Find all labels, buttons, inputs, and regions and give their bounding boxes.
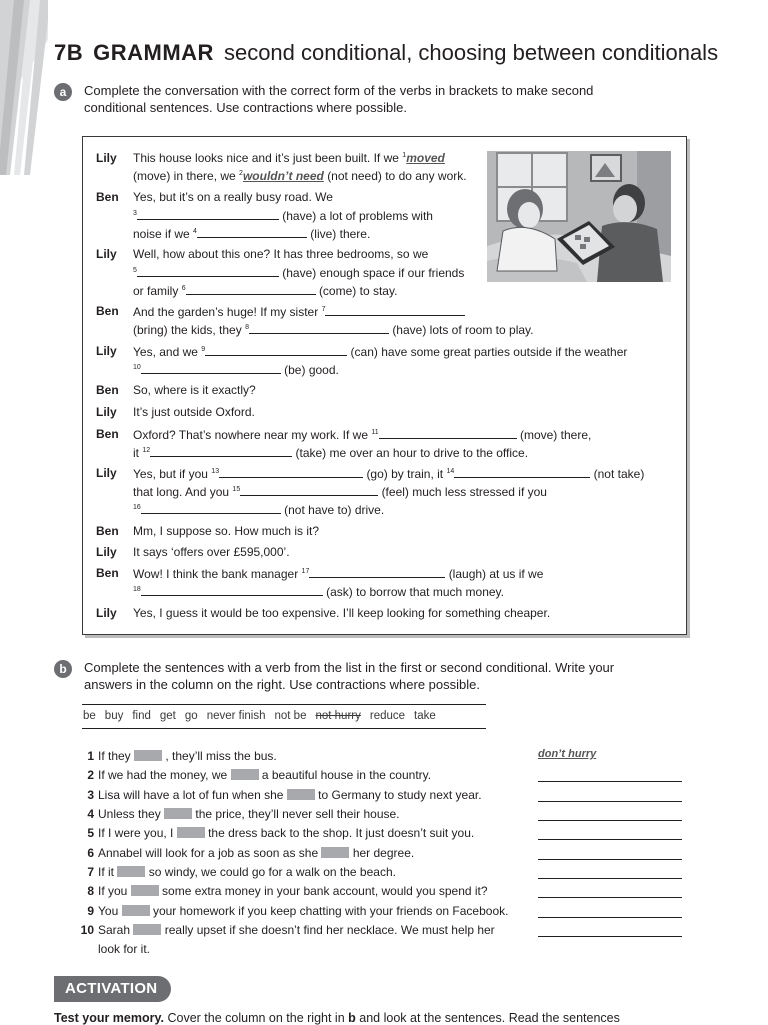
answer-blank[interactable] bbox=[150, 445, 292, 457]
section-b-instruction: Complete the sentences with a verb from the list in the first or second conditional. Write your answers in the column on the right. Use contractions where possible. bbox=[84, 660, 615, 692]
answer-blank[interactable] bbox=[186, 283, 316, 295]
word-item: reduce bbox=[369, 710, 406, 722]
sentence-item: 1 If they , they’ll miss the bus. bbox=[87, 749, 277, 763]
dialogue-line: $^{16}$ (not have to) drive. bbox=[133, 503, 385, 517]
word-list-top-rule bbox=[82, 704, 486, 705]
dialogue-line: Yes, but it’s on a really busy road. We bbox=[133, 190, 333, 204]
answer-line[interactable] bbox=[538, 787, 682, 802]
sentence-item: 9 You your homework if you keep chatting with your friends on Facebook. bbox=[87, 904, 509, 918]
dialogue-line: Well, how about this one? It has three bedrooms, so we bbox=[133, 247, 429, 261]
answer-blank[interactable] bbox=[141, 362, 281, 374]
dialogue-line: Yes, I guess it would be too expensive. I’ll keep looking for something cheaper. bbox=[133, 606, 551, 620]
answer-line[interactable] bbox=[538, 845, 682, 860]
answer-example: moved bbox=[406, 151, 445, 165]
answer-line[interactable] bbox=[538, 767, 682, 782]
dialogue-line: (bring) the kids, they $^8$ (have) lots of room to play. bbox=[133, 323, 534, 337]
answer-blank[interactable] bbox=[141, 502, 281, 514]
unit-code: 7B bbox=[54, 40, 84, 65]
answer-line[interactable] bbox=[538, 825, 682, 840]
dialogue-line: or family $^6$ (come) to stay. bbox=[133, 284, 398, 298]
word-item: take bbox=[414, 710, 436, 722]
section-a-badge: a bbox=[54, 83, 72, 101]
sentence-item: 5 If I were you, I the dress back to the shop. It just doesn’t suit you. bbox=[87, 826, 475, 840]
dialogue-line: noise if we $^4$ (live) there. bbox=[133, 227, 371, 241]
answer-line[interactable] bbox=[538, 806, 682, 821]
speaker-label: Lily bbox=[96, 405, 117, 419]
speaker-label: Ben bbox=[96, 566, 119, 580]
answer-blank[interactable] bbox=[240, 484, 378, 496]
section-label: GRAMMAR bbox=[93, 40, 214, 65]
activation-text: Test your memory. Cover the column on the right in b and look at the sentences. Read the sentences bbox=[54, 1011, 620, 1025]
sentence-gap bbox=[177, 827, 205, 838]
speaker-label: Lily bbox=[96, 344, 117, 358]
word-list-bottom-rule bbox=[82, 728, 486, 729]
sentence-gap bbox=[231, 769, 259, 780]
dialogue-line: Oxford? That’s nowhere near my work. If we $^{11}$ (move) there, bbox=[133, 428, 592, 442]
word-item: find bbox=[132, 710, 151, 722]
sentence-item: 4 Unless they the price, they’ll never sell their house. bbox=[87, 807, 400, 821]
sentence-gap bbox=[131, 885, 159, 896]
answer-blank[interactable] bbox=[325, 304, 465, 316]
word-item: buy bbox=[104, 710, 124, 722]
sentence-item: 10 Sarah really upset if she doesn’t find her necklace. We must help her look for it. bbox=[80, 923, 495, 956]
word-item: get bbox=[159, 710, 176, 722]
dialogue-line: It says ‘offers over £595,000’. bbox=[133, 545, 290, 559]
activation-label: ACTIVATION bbox=[54, 976, 171, 1002]
section-b-badge: b bbox=[54, 660, 72, 678]
page-subtitle: second conditional, choosing between conditionals bbox=[223, 40, 719, 65]
answer-line[interactable] bbox=[538, 883, 682, 898]
dialogue-line: Yes, and we $^9$ (can) have some great parties outside if the weather bbox=[133, 345, 628, 359]
page-title bbox=[54, 40, 718, 66]
answer-blank[interactable] bbox=[249, 322, 389, 334]
dialogue-line: it $^{12}$ (take) me over an hour to drive to the office. bbox=[133, 446, 529, 460]
speaker-label: Lily bbox=[96, 247, 117, 261]
speaker-label: Lily bbox=[96, 151, 117, 165]
sentence-item: 7 If it so windy, we could go for a walk on the beach. bbox=[87, 865, 396, 879]
dialogue-line: Mm, I suppose so. How much is it? bbox=[133, 524, 320, 538]
dialogue-line: $^5$ (have) enough space if our friends bbox=[133, 266, 465, 280]
dialogue-line: $^3$ (have) a lot of problems with bbox=[133, 209, 433, 223]
answer-line[interactable] bbox=[538, 922, 682, 937]
speaker-label: Ben bbox=[96, 304, 119, 318]
sentence-item: 6 Annabel will look for a job as soon as she her degree. bbox=[87, 846, 415, 860]
dialogue-line: So, where is it exactly? bbox=[133, 383, 256, 397]
answer-blank[interactable] bbox=[219, 466, 363, 478]
sentence-item: 3 Lisa will have a lot of fun when she to Germany to study next year. bbox=[87, 788, 482, 802]
answer-blank[interactable] bbox=[205, 344, 347, 356]
answer-blank[interactable] bbox=[197, 226, 307, 238]
dialogue-line: This house looks nice and it’s just been built. If we $^1$moved bbox=[133, 151, 445, 165]
word-item-used: not hurry bbox=[315, 710, 361, 722]
answer-line[interactable] bbox=[538, 864, 682, 879]
dialogue-line: And the garden’s huge! If my sister $^7$ bbox=[133, 304, 465, 319]
word-item: go bbox=[184, 710, 198, 722]
section-a-instruction: Complete the conversation with the correct form of the verbs in brackets to make second conditional sentences. Use contractions where possible. bbox=[84, 83, 594, 115]
dialogue-line: that long. And you $^{15}$ (feel) much less stressed if you bbox=[133, 485, 547, 499]
word-list bbox=[83, 710, 445, 722]
sentence-gap bbox=[117, 866, 145, 877]
answer-blank[interactable] bbox=[454, 466, 590, 478]
sentence-gap bbox=[164, 808, 192, 819]
dialogue-line: It’s just outside Oxford. bbox=[133, 405, 255, 419]
answer-line[interactable] bbox=[538, 748, 682, 762]
answer-blank[interactable] bbox=[137, 265, 279, 277]
speaker-label: Lily bbox=[96, 606, 117, 620]
sentence-gap bbox=[122, 905, 150, 916]
word-item: not be bbox=[274, 710, 307, 722]
sentence-gap bbox=[321, 847, 349, 858]
corner-decoration bbox=[0, 0, 48, 175]
answer-blank[interactable] bbox=[309, 566, 445, 578]
speaker-label: Ben bbox=[96, 190, 119, 204]
answer-blank[interactable] bbox=[141, 584, 323, 596]
speaker-label: Ben bbox=[96, 383, 119, 397]
speaker-label: Lily bbox=[96, 466, 117, 480]
sentence-gap bbox=[134, 750, 162, 761]
sentence-item: 8 If you some extra money in your bank account, would you spend it? bbox=[87, 884, 488, 898]
dialogue-line: (move) in there, we $^2$wouldn’t need (not need) to do any work. bbox=[133, 169, 467, 183]
speaker-label: Ben bbox=[96, 427, 119, 441]
dialogue-line: $^{18}$ (ask) to borrow that much money. bbox=[133, 585, 504, 599]
word-item: be bbox=[83, 710, 96, 722]
dialogue-line: Wow! I think the bank manager $^{17}$ (laugh) at us if we bbox=[133, 567, 544, 581]
sentence-gap bbox=[133, 924, 161, 935]
word-item: never finish bbox=[206, 710, 266, 722]
answer-line[interactable] bbox=[538, 903, 682, 918]
sentence-item: 2 If we had the money, we a beautiful house in the country. bbox=[87, 768, 432, 782]
speaker-label: Ben bbox=[96, 524, 119, 538]
answer-blank[interactable] bbox=[137, 208, 279, 220]
dialogue-line: $^{10}$ (be) good. bbox=[133, 363, 339, 377]
sentence-gap bbox=[287, 789, 315, 800]
answer-blank[interactable] bbox=[379, 427, 517, 439]
speaker-label: Lily bbox=[96, 545, 117, 559]
couple-with-tablet-illustration bbox=[487, 151, 671, 282]
answer-example: wouldn’t need bbox=[242, 169, 324, 183]
dialogue-line: Yes, but if you $^{13}$ (go) by train, it $^{14}$ (not take) bbox=[133, 467, 645, 481]
answer-example: don’t hurry bbox=[538, 748, 597, 760]
